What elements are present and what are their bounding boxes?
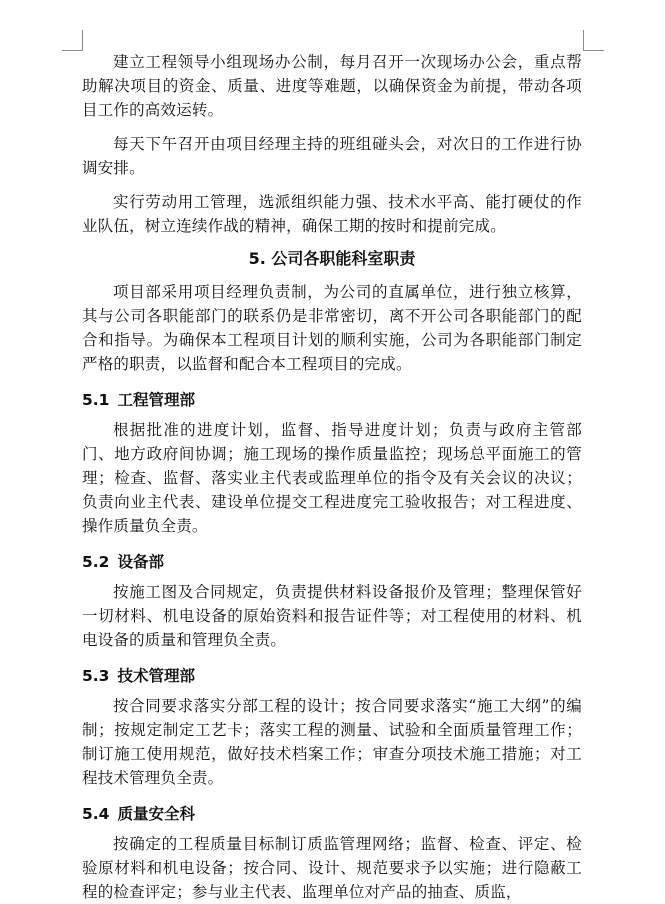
subsection-number: 5.1 (82, 391, 110, 409)
subsection-paragraph: 按确定的工程质量目标制订质监管理网络；监督、检查、评定、检验原材料和机电设备；按合同、设计、规范要求予以实施；进行隐蔽工程的检查评定；参与业主代表、监理单位对产品的抽查、质监， (82, 835, 582, 901)
crop-mark-top-left (62, 30, 83, 51)
subsection-title: 工程管理部 (117, 391, 195, 409)
subsection-title: 技术管理部 (117, 667, 195, 685)
subsection-heading-5-4 (82, 802, 582, 826)
subsection-title: 设备部 (117, 553, 164, 571)
body-paragraph: 实行劳动用工管理，选派组织能力强、技术水平高、能打硬仗的作业队伍，树立连续作战的精神，确保工期的按时和提前完成。 (82, 193, 582, 235)
subsection-heading-5-1 (82, 388, 582, 412)
subsection-title: 质量安全科 (117, 805, 195, 823)
subsection-number: 5.3 (82, 667, 110, 685)
subsection-heading-5-2 (82, 550, 582, 574)
document-body (82, 50, 582, 904)
section-heading: 5. 公司各职能科室职责 (248, 249, 416, 268)
subsection-number: 5.4 (82, 805, 110, 823)
subsection-paragraph: 按施工图及合同规定，负责提供材料设备报价及管理；整理保管好一切材料、机电设备的原始资料和报告证件等；对工程使用的材料、机电设备的质量和管理负全责。 (82, 583, 582, 649)
crop-mark-top-right (583, 30, 604, 51)
subsection-paragraph: 按合同要求落实分部工程的设计；按合同要求落实“施工大纲”的编制；按规定制定工艺卡；落实工程的测量、试验和全面质量管理工作；制订施工使用规范，做好技术档案工作；审查分项技术施工措施；对工程技术管理负全责。 (82, 697, 582, 787)
body-paragraph: 建立工程领导小组现场办公制，每月召开一次现场办公会，重点帮助解决项目的资金、质量、进度等难题，以确保资金为前提，带动各项目工作的高效运转。 (82, 53, 582, 119)
subsection-heading-5-3 (82, 664, 582, 688)
body-paragraph: 每天下午召开由项目经理主持的班组碰头会，对次日的工作进行协调安排。 (82, 135, 582, 177)
subsection-number: 5.2 (82, 553, 110, 571)
subsection-paragraph: 根据批准的进度计划，监督、指导进度计划；负责与政府主管部门、地方政府间协调；施工现场的操作质量监控；现场总平面施工的管理；检查、监督、落实业主代表或监理单位的指令及有关会议的决议；负责向业主代表、建设单位提交工程进度完工验收报告；对工程进度、操作质量负全责。 (82, 421, 582, 535)
section-intro-paragraph: 项目部采用项目经理负责制，为公司的直属单位，进行独立核算，其与公司各职能部门的联系仍是非常密切，离不开公司各职能部门的配合和指导。为确保本工程项目计划的顺利实施，公司为各职能部门制定严格的职责，以监督和配合本工程项目的完成。 (82, 283, 582, 373)
